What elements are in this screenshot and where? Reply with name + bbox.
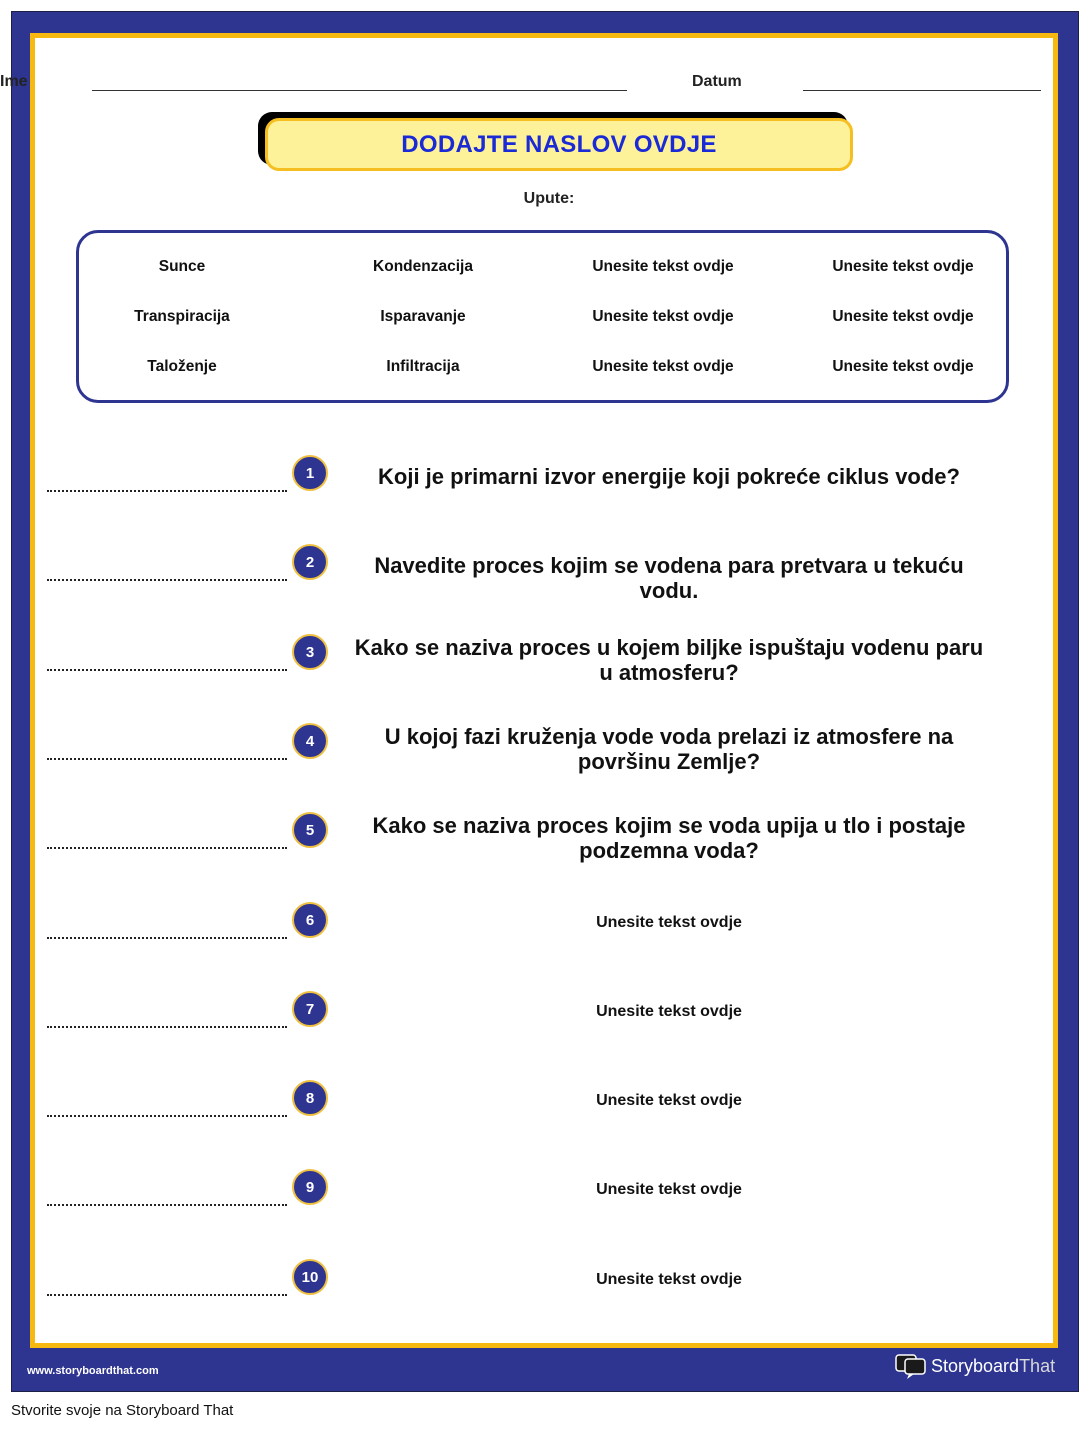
word-bank-item: Taloženje xyxy=(147,358,217,375)
answer-line[interactable] xyxy=(47,847,287,849)
answer-line[interactable] xyxy=(47,669,287,671)
answer-line[interactable] xyxy=(47,1115,287,1117)
question-text[interactable]: Navedite proces kojim se vodena para pretvara u tekuću vodu. xyxy=(374,552,964,603)
logo-thin-text: That xyxy=(1019,1355,1056,1376)
answer-line[interactable] xyxy=(47,758,287,760)
question-number-badge: 7 xyxy=(292,991,328,1027)
word-bank-item: Transpiracija xyxy=(134,308,230,325)
site-url: www.storyboardthat.com xyxy=(27,1365,159,1377)
word-bank-item: Isparavanje xyxy=(380,308,466,325)
question-text[interactable]: Unesite tekst ovdje xyxy=(596,1092,742,1109)
question-number-badge: 2 xyxy=(292,544,328,580)
question-number-badge: 6 xyxy=(292,902,328,938)
word-bank-item: Unesite tekst ovdje xyxy=(592,358,734,375)
question-text[interactable]: Unesite tekst ovdje xyxy=(596,1271,742,1288)
answer-line[interactable] xyxy=(47,937,287,939)
date-label: Datum xyxy=(692,73,742,90)
word-bank-item: Unesite tekst ovdje xyxy=(832,358,974,375)
name-line[interactable] xyxy=(92,90,627,91)
question-text[interactable]: Koji je primarni izvor energije koji pokreće ciklus vode? xyxy=(378,463,960,489)
question-number-badge: 9 xyxy=(292,1169,328,1205)
question-text[interactable]: Kako se naziva proces kojim se voda upija u tlo i postaje podzemna voda? xyxy=(372,813,966,863)
footer-caption: Stvorite svoje na Storyboard That xyxy=(11,1402,234,1419)
logo-main-text: Storyboard xyxy=(931,1355,1020,1376)
answer-line[interactable] xyxy=(47,1204,287,1206)
question-number-badge: 1 xyxy=(292,455,328,491)
word-bank-item: Unesite tekst ovdje xyxy=(832,308,974,325)
answer-line[interactable] xyxy=(47,1294,287,1296)
question-number-badge: 3 xyxy=(292,634,328,670)
question-number-badge: 4 xyxy=(292,723,328,759)
question-text[interactable]: U kojoj fazi kruženja vode voda prelazi iz atmosfere na površinu Zemlje? xyxy=(384,724,954,774)
word-bank-item: Infiltracija xyxy=(386,358,460,375)
speech-bubble-icon xyxy=(895,1354,927,1378)
answer-line[interactable] xyxy=(47,579,287,581)
name-label: Ime xyxy=(0,73,28,90)
answer-line[interactable] xyxy=(47,1026,287,1028)
title-box[interactable] xyxy=(265,118,853,171)
question-number-badge: 10 xyxy=(292,1259,328,1295)
page-title: DODAJTE NASLOV OVDJE xyxy=(401,130,717,158)
question-text[interactable]: Unesite tekst ovdje xyxy=(596,1181,742,1198)
word-bank-item: Unesite tekst ovdje xyxy=(592,258,734,275)
storyboardthat-logo xyxy=(895,1354,1055,1378)
word-bank-item: Kondenzacija xyxy=(373,258,473,275)
question-text[interactable]: Unesite tekst ovdje xyxy=(596,914,742,931)
word-bank-item: Unesite tekst ovdje xyxy=(832,258,974,275)
word-bank-item: Unesite tekst ovdje xyxy=(592,308,734,325)
answer-line[interactable] xyxy=(47,490,287,492)
question-text[interactable]: Kako se naziva proces u kojem biljke ispuštaju vodenu paru u atmosferu? xyxy=(354,635,984,685)
question-number-badge: 5 xyxy=(292,812,328,848)
question-text[interactable]: Unesite tekst ovdje xyxy=(596,1003,742,1020)
question-number-badge: 8 xyxy=(292,1080,328,1116)
date-line[interactable] xyxy=(803,90,1041,91)
word-bank-item: Sunce xyxy=(158,258,206,275)
instructions-label: Upute: xyxy=(523,190,575,207)
